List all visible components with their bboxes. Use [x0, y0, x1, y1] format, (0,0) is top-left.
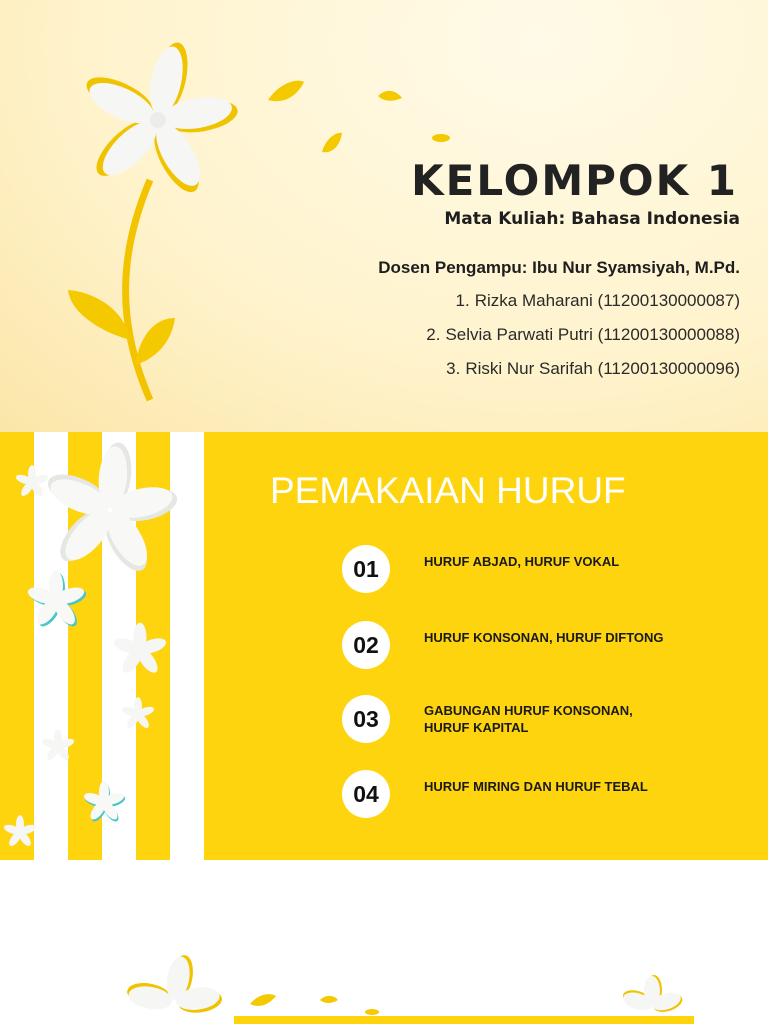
small-flower-teal: [26, 571, 88, 630]
leaf-left: [68, 290, 130, 340]
cover-title: KELOMPOK 1: [411, 156, 738, 205]
section-title: PEMAKAIAN HURUF: [270, 470, 626, 511]
item-number-badge: 03: [342, 695, 390, 743]
item-number-badge: 04: [342, 770, 390, 818]
item-label: HURUF MIRING DAN HURUF TEBAL: [424, 779, 648, 794]
member-item: 3. Riski Nur Sarifah (11200130000096): [446, 359, 740, 378]
large-flower: [43, 441, 181, 577]
small-flower: [3, 815, 37, 848]
item-label: HURUF KONSONAN, HURUF DIFTONG: [424, 630, 664, 645]
item-number-badge: 02: [342, 621, 390, 669]
agenda-item: [342, 621, 742, 669]
member-item: 2. Selvia Parwati Putri (11200130000088): [426, 325, 740, 344]
flower-head: [621, 975, 685, 1015]
flower-decorations: [0, 432, 204, 864]
item-label: HURUF ABJAD, HURUF VOKAL: [424, 554, 620, 569]
course-name: Mata Kuliah: Bahasa Indonesia: [444, 209, 740, 229]
small-flower: [41, 729, 75, 762]
small-flower: [112, 623, 168, 676]
flower-stem: [126, 180, 150, 400]
yellow-bar: [234, 1016, 694, 1024]
falling-petal: [320, 996, 338, 1003]
item-label: GABUNGAN HURUF KONSONAN, HURUF KAPITAL: [424, 703, 633, 735]
falling-petal: [365, 1009, 379, 1015]
agenda-item: [342, 770, 742, 818]
agenda-item: [342, 695, 742, 743]
item-number-badge: 01: [342, 545, 390, 593]
bottom-decorations: [0, 864, 768, 1024]
falling-petal: [378, 91, 402, 101]
cover-slide: [0, 0, 768, 432]
lecturer-name: Dosen Pengampu: Ibu Nur Syamsiyah, M.Pd.: [378, 258, 740, 277]
leaf-right: [135, 318, 175, 365]
falling-petal: [250, 994, 276, 1006]
member-list: [426, 288, 740, 390]
member-item: 1. Rizka Maharani (11200130000087): [455, 291, 740, 310]
falling-petal: [268, 81, 304, 102]
flower-head: [81, 39, 240, 198]
agenda-item: [342, 545, 742, 593]
next-slide-preview: [0, 864, 768, 1024]
contents-slide: [0, 432, 768, 864]
small-flower: [15, 465, 49, 498]
falling-petal: [322, 133, 342, 152]
small-flower-teal: [82, 781, 126, 824]
flower-head: [125, 953, 223, 1015]
falling-petal: [432, 134, 450, 142]
small-flower: [121, 697, 155, 730]
